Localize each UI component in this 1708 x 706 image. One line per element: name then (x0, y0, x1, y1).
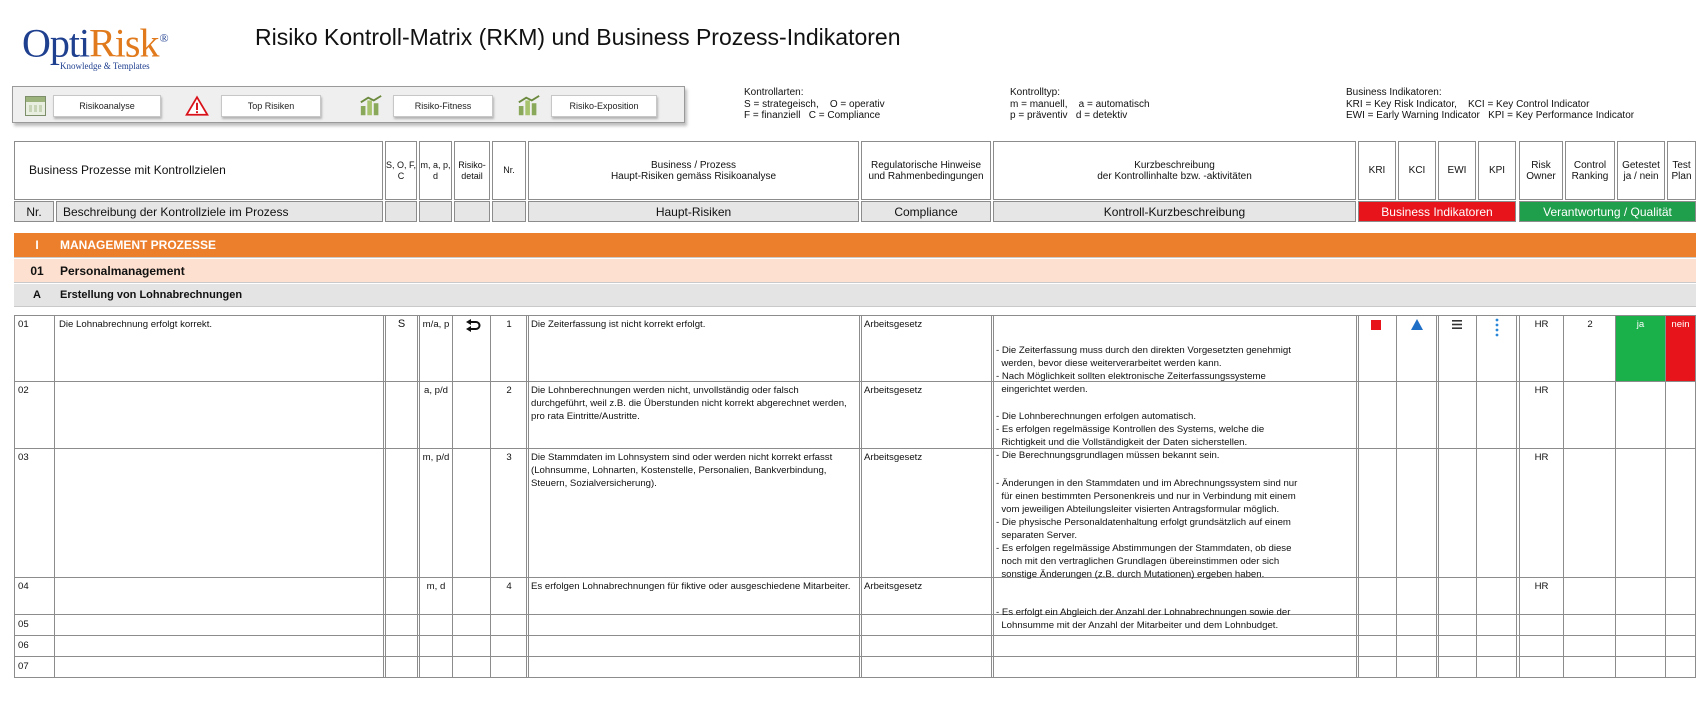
logo-wordmark: OptiRisk® (22, 20, 168, 66)
header-control-ranking: Control Ranking (1565, 141, 1615, 200)
subheader-empty-sofc (385, 201, 417, 222)
subheader-verantwortung: Verantwortung / Qualität (1519, 201, 1696, 222)
header-kpi: KPI (1478, 141, 1516, 200)
row-07-nr: 07 (18, 661, 29, 672)
row-04-kontrolle: - Es erfolgt ein Abgleich der Anzahl der Lohnabrechnungen sowie der Lohnsumme mit der Anzahl der Mitarbeiter und dem Lohnbudget. (996, 607, 1291, 631)
section-lohnabrechnungen: A Erstellung von Lohnabrechnungen (14, 284, 1696, 307)
row-02-kontrolle: - Die Lohnberechnungen erfolgen automatisch. - Es erfolgen regelmässige Kontrollen des Systems, welche die Richtigkeit und die Vollständigkeit der Daten sicherstellen. - Die Berechnungsgrundlagen müssen bekannt sein. (996, 411, 1265, 461)
nav-risikoanalyse-label: Risikoanalyse (53, 95, 161, 117)
row-01-ranking: 2 (1587, 319, 1593, 330)
row-01-nr: 01 (18, 319, 29, 330)
row-01-risk-nr: 1 (506, 319, 512, 330)
nav-top-risiken-label: Top Risiken (221, 95, 321, 117)
header-sofc: S, O, F, C (385, 141, 417, 200)
subheader-nr: Nr. (14, 201, 54, 222)
header-kurzbeschreibung: Kurzbeschreibung der Kontrollinhalte bzw. -aktivitäten (993, 141, 1356, 200)
legend-business-indikatoren: Business Indikatoren: KRI = Key Risk Indicator, KCI = Key Control Indicator EWI = Early Warning Indicator KPI = Key Performance Indicator (1346, 87, 1635, 121)
row-01-kontrolle: - Die Zeiterfassung muss durch den direkten Vorgesetzten genehmigt werden, bevor diese weiterverarbeitet werden kann. - Nach Möglichkeit sollten elektronische Zeiterfassungssysteme eingerichtet werden. (996, 345, 1291, 395)
row-03-risk-nr: 3 (506, 452, 512, 463)
subheader-haupt-risiken: Haupt-Risiken (528, 201, 859, 222)
row-02-nr: 02 (18, 385, 29, 396)
subheader-compliance: Compliance (861, 201, 991, 222)
nav-risiko-exposition-button[interactable] (517, 93, 657, 118)
row-03-risiko: Die Stammdaten im Lohnsystem sind oder werden nicht korrekt erfasst (Lohnsumme, Lohnarten, Kostenstelle, Personalien, Bankverbindung, Steuern, Sozialversicherung). (531, 452, 833, 489)
header-getestet: Getestet ja / nein (1617, 141, 1665, 200)
header-business-prozesse: Business Prozesse mit Kontrollzielen (14, 141, 383, 200)
logo-tagline: Knowledge & Templates (60, 61, 150, 72)
page-title: Risiko Kontroll-Matrix (RKM) und Business Prozess-Indikatoren (255, 24, 901, 50)
row-04-regulatorisch: Arbeitsgesetz (864, 581, 923, 592)
header-risk-owner: Risk Owner (1519, 141, 1563, 200)
row-03-kontrolle: - Änderungen in den Stammdaten und im Abrechnungssystem sind nur für einen bestimmten Personenkreis und nur in Verbindung mit einem vom jeweiligen Abteilungsleiter visierten Antragsformular möglich. - Die physische Personaldatenhaltung erfolgt grundsätzlich auf einem separaten Server. - Es erfolgen regelmässige Abstimmungen der Stammdaten, ob diese noch mit den vertraglichen Grundlagen übereinstimmen oder sich sonstige Änderungen (z.B. durch Mutationen) ergeben haben. (996, 478, 1298, 580)
optirisk-logo (22, 18, 172, 70)
row-03-mapd: m, p/d (422, 452, 450, 463)
blue-triangle-icon (1398, 319, 1436, 334)
row-04-nr: 04 (18, 581, 29, 592)
section-management-prozesse: I MANAGEMENT PROZESSE (14, 233, 1696, 258)
row-01-getestet: ja (1616, 316, 1665, 381)
row-02-regulatorisch: Arbeitsgesetz (864, 385, 923, 396)
row-01-mapd: m/a, p (422, 319, 450, 330)
header-kri: KRI (1358, 141, 1396, 200)
nav-risiko-fitness-button[interactable] (359, 93, 493, 118)
chart-icon (359, 94, 383, 118)
nav-risikoanalyse-button[interactable] (23, 93, 161, 118)
row-06-nr: 06 (18, 640, 29, 651)
row-01-sofc: S (397, 318, 406, 330)
navigation-toolbar (12, 86, 685, 123)
header-mapd: m, a, p, d (419, 141, 452, 200)
header-haupt-risiken: Business / Prozess Haupt-Risiken gemäss Risikoanalyse (528, 141, 859, 200)
header-test-plan: Test Plan (1667, 141, 1696, 200)
row-02-mapd: a, p/d (423, 385, 448, 396)
subheader-beschreibung: Beschreibung der Kontrollziele im Prozess (56, 201, 383, 222)
risk-control-matrix (14, 141, 1696, 699)
row-01-regulatorisch: Arbeitsgesetz (864, 319, 923, 330)
header-risiko-detail: Risiko-detail (454, 141, 490, 200)
row-01-kontrollziel: Die Lohnabrechnung erfolgt korrekt. (59, 319, 213, 330)
header-kci: KCI (1398, 141, 1436, 200)
section-personalmanagement: 01 Personalmanagement (14, 259, 1696, 283)
row-04-owner: HR (1534, 581, 1549, 592)
nav-top-risiken-button[interactable] (185, 93, 321, 118)
subheader-empty-nr (492, 201, 526, 222)
row-02-risk-nr: 2 (506, 385, 512, 396)
row-03-owner: HR (1534, 452, 1549, 463)
row-05-nr: 05 (18, 619, 29, 630)
row-04-risiko: Es erfolgen Lohnabrechnungen für fiktive oder ausgeschiedene Mitarbeiter. (531, 581, 851, 592)
header-regulatorisch: Regulatorische Hinweise und Rahmenbedingungen (861, 141, 991, 200)
row-03-nr: 03 (18, 452, 29, 463)
dotted-line-icon (1478, 318, 1516, 344)
row-01-testplan: nein (1666, 316, 1695, 381)
row-04-mapd: m, d (426, 581, 446, 592)
row-03-regulatorisch: Arbeitsgesetz (864, 452, 923, 463)
row-04-risk-nr: 4 (506, 581, 512, 592)
subheader-kontroll: Kontroll-Kurzbeschreibung (993, 201, 1356, 222)
row-01-risiko: Die Zeiterfassung ist nicht korrekt erfolgt. (531, 319, 706, 330)
subheader-empty-mapd (419, 201, 452, 222)
row-02-owner: HR (1534, 385, 1549, 396)
return-arrow-icon[interactable] (455, 319, 490, 337)
subheader-empty-detail (454, 201, 490, 222)
calendar-icon (23, 94, 47, 118)
header-nr: Nr. (492, 141, 526, 200)
header-ewi: EWI (1438, 141, 1476, 200)
row-02-risiko: Die Lohnberechnungen werden nicht, unvollständig oder falsch durchgeführt, weil z.B. die Überstunden nicht korrekt abgerechnet werden, pro rata Eintritte/Austritte. (531, 385, 847, 422)
legend-kontrolltyp: Kontrolltyp: m = manuell, a = automatisch p = präventiv d = detektiv (1010, 87, 1150, 121)
red-square-icon (1371, 320, 1381, 330)
legend-kontrollarten: Kontrollarten: S = strategeisch, O = operativ F = finanziell C = Compliance (744, 87, 885, 121)
row-01-owner: HR (1534, 319, 1549, 330)
subheader-business-indikatoren: Business Indikatoren (1358, 201, 1516, 222)
nav-risiko-exposition-label: Risiko-Exposition (551, 95, 657, 117)
nav-risiko-fitness-label: Risiko-Fitness (393, 95, 493, 117)
equals-icon (1438, 319, 1476, 334)
warning-icon (185, 94, 209, 118)
chart-icon (517, 94, 541, 118)
